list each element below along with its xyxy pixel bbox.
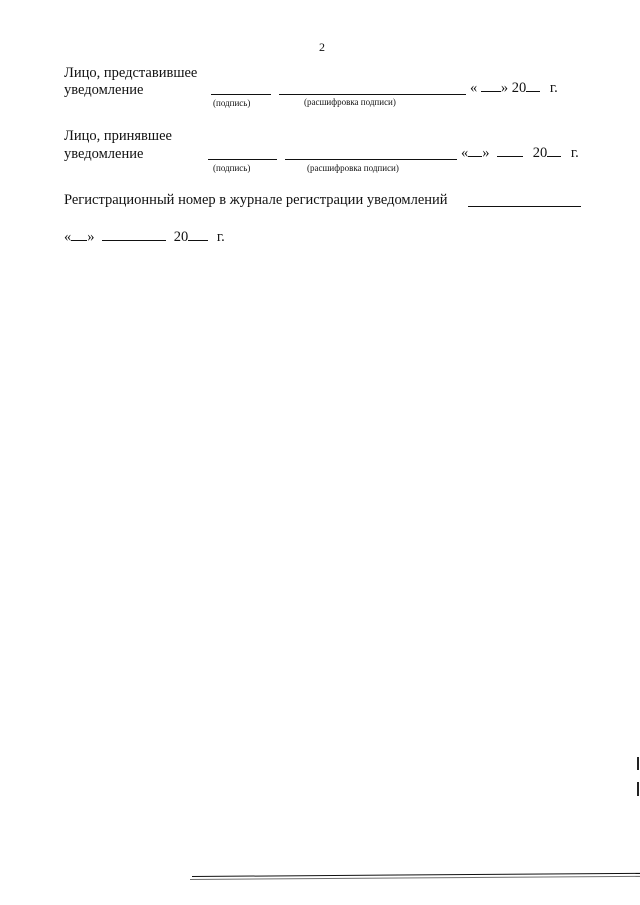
receiver-label-line2: уведомление — [64, 146, 144, 162]
final-year-suffix: г. — [216, 229, 225, 245]
submitter-date-open: « — [470, 80, 478, 96]
receiver-year-suffix: г. — [570, 145, 579, 161]
receiver-date-close: » — [482, 145, 490, 161]
submitter-signature-line[interactable] — [211, 94, 271, 95]
registration-number-line[interactable] — [468, 206, 581, 207]
submitter-date — [470, 79, 558, 97]
page-number: 2 — [319, 40, 325, 54]
receiver-year-prefix: 20 — [532, 145, 548, 161]
final-day-blank[interactable] — [71, 228, 87, 241]
registration-label: Регистрационный номер в журнале регистрации уведомлений — [64, 192, 448, 208]
final-date — [64, 228, 225, 246]
receiver-date — [461, 144, 579, 162]
submitter-caption-decoding: (расшифровка подписи) — [304, 97, 396, 107]
receiver-day-blank[interactable] — [468, 144, 482, 157]
receiver-date-open: « — [461, 145, 469, 161]
scan-edge-mark-upper — [637, 757, 639, 770]
final-date-close: » — [87, 229, 95, 245]
submitter-day-blank[interactable] — [481, 79, 501, 92]
receiver-signature-line[interactable] — [208, 159, 277, 160]
receiver-caption-signature: (подпись) — [213, 163, 251, 173]
receiver-month-blank[interactable] — [497, 144, 523, 157]
submitter-label-line1: Лицо, представившее — [64, 65, 198, 81]
final-year-blank[interactable] — [188, 228, 208, 241]
receiver-decoding-line[interactable] — [285, 159, 457, 160]
receiver-caption-decoding: (расшифровка подписи) — [307, 163, 399, 173]
submitter-year-blank[interactable] — [526, 79, 540, 92]
final-month-blank[interactable] — [102, 228, 166, 241]
scan-edge-mark-lower — [637, 782, 639, 796]
submitter-date-close: » 20 — [500, 80, 527, 96]
final-date-open: « — [64, 229, 72, 245]
receiver-label-line1: Лицо, принявшее — [64, 128, 172, 144]
submitter-decoding-line[interactable] — [279, 94, 466, 95]
submitter-label-line2: уведомление — [64, 82, 144, 98]
submitter-caption-signature: (подпись) — [213, 98, 251, 108]
submitter-year-suffix: г. — [549, 80, 558, 96]
receiver-year-blank[interactable] — [547, 144, 561, 157]
final-year-prefix: 20 — [173, 229, 189, 245]
